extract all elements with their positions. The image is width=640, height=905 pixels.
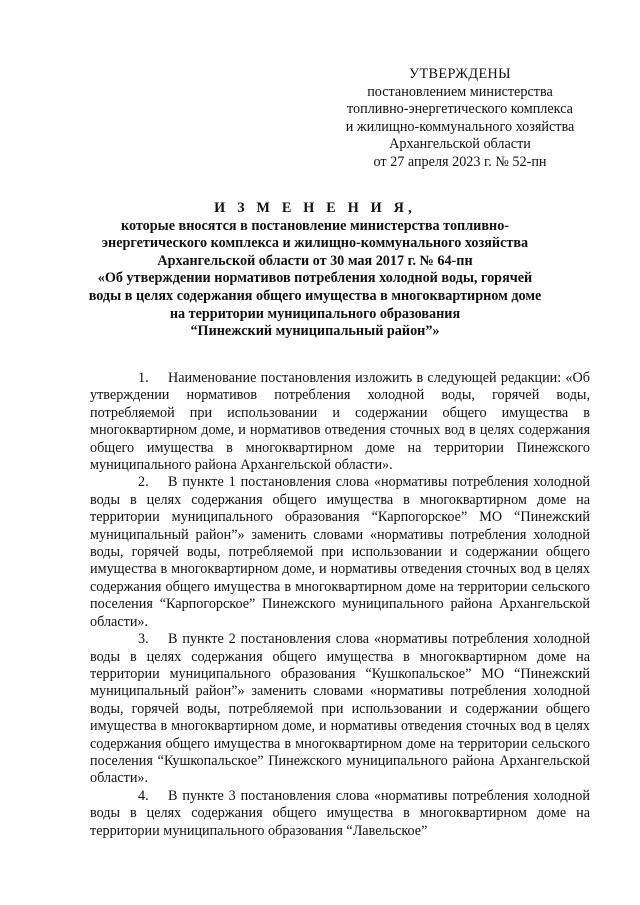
title-heading: И З М Е Н Е Н И Я, (214, 200, 416, 216)
title-line: на территории муниципального образования (169, 305, 461, 322)
document-body (90, 370, 590, 840)
title-line: Архангельской области от 30 мая 2017 г. № 64-пн (157, 252, 473, 269)
list-item (90, 370, 590, 474)
item-text: Наименование постановления изложить в следующей редакции: «Об утверждении нормативов потребления холодной воды, горячей воды, потребляемой при использовании и содержании общего имущества в многоквартирном доме, и нормативов отведения сточных вод в целях содержания общего имущества в многоквартирном доме на территории Пинежского муниципального района Архангельской области». (90, 370, 590, 474)
list-item (90, 631, 590, 788)
item-number: 4. (138, 787, 149, 804)
item-text: В пункте 1 постановления слова «нормативы потребления холодной воды в целях содержания общего имущества в многоквартирном доме на территории муниципального образования “Карпогорское” МО “Пинежский муниципальный район”» заменить словами «нормативы потребления холодной воды, горячей воды, потребляемой при использовании и содержании общего имущества в многоквартирном доме, и нормативы отведения сточных вод в целях содержания общего имущества в многоквартирном доме на территории сельского поселения “Карпогорское” Пинежского муниципального района Архангельской области». (90, 474, 590, 630)
approval-line: и жилищно-коммунального хозяйства (345, 118, 575, 135)
item-text: В пункте 2 постановления слова «нормативы потребления холодной воды в целях содержания общего имущества в многоквартирном доме на территории муниципального образования “Кушкопальское” МО “Пинежский муниципальный район”» заменить словами «нормативы потребления холодной воды, горячей воды, потребляемой при использовании и содержании общего имущества в многоквартирном доме, и нормативы отведения сточных вод в целях содержания общего имущества в многоквартирном доме на территории сельского поселения “Кушкопальское” Пинежского муниципального района Архангельской области». (90, 631, 590, 787)
list-item (90, 474, 590, 631)
item-number: 2. (138, 474, 149, 491)
item-number: 1. (138, 370, 149, 386)
approval-stamp (330, 66, 590, 172)
item-text: В пункте 3 постановления слова «нормативы потребления холодной воды в целях содержания общего имущества в многоквартирном доме на территории муниципального образования “Лавельское” (90, 787, 590, 839)
title-line: которые вносятся в постановление министерства топливно- (120, 217, 510, 234)
list-item (90, 788, 590, 840)
approval-line: Архангельской области (389, 136, 531, 153)
item-number: 3. (138, 631, 149, 648)
title-line: воды в целях содержания общего имущества в многоквартирном доме (88, 287, 542, 304)
approval-word: УТВЕРЖДЕНЫ (409, 66, 511, 82)
approval-line: от 27 апреля 2023 г. № 52-пн (373, 153, 547, 170)
title-line: энергетического комплекса и жилищно-коммунального хозяйства (101, 235, 529, 252)
title-line: “Пинежский муниципальный район”» (190, 323, 440, 340)
approval-line: постановлением министерства (367, 83, 553, 100)
document-title (80, 200, 550, 341)
title-line: «Об утверждении нормативов потребления холодной воды, горячей (97, 270, 533, 287)
approval-line: топливно-энергетического комплекса (347, 101, 573, 118)
